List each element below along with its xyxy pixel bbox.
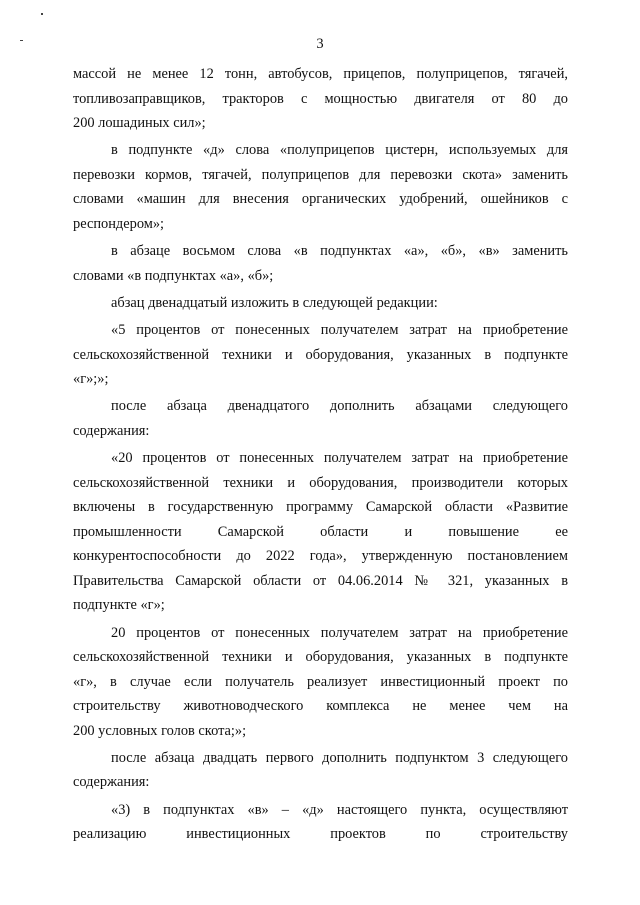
paragraph bbox=[73, 746, 568, 795]
text-line: перевозки кормов, тягачей, полуприцепов для перевозки скота» заменить bbox=[73, 166, 568, 183]
paragraph bbox=[73, 394, 568, 443]
paragraph bbox=[73, 798, 568, 847]
text-line: подпункте «г»; bbox=[73, 597, 165, 614]
paragraph bbox=[73, 138, 568, 236]
text-line: содержания: bbox=[73, 422, 150, 439]
text-line: 200 условных голов скота;»; bbox=[73, 722, 247, 739]
scan-mark bbox=[41, 13, 43, 15]
text-line: словами «машин для внесения органических удобрений, ошейников с bbox=[73, 191, 568, 208]
text-line: промышленности Самарской области и повышение ее bbox=[73, 523, 568, 540]
text-line: словами «в подпунктах «а», «б»; bbox=[73, 267, 274, 284]
text-line: респондером»; bbox=[73, 215, 165, 232]
paragraph bbox=[73, 291, 568, 316]
text-line: сельскохозяйственной техники и оборудования, указанных в подпункте bbox=[73, 649, 568, 666]
page-number: 3 bbox=[316, 36, 324, 52]
text-line: «5 процентов от понесенных получателем затрат на приобретение bbox=[111, 322, 568, 339]
text-line: содержания: bbox=[73, 774, 150, 791]
text-line: после абзаца двадцать первого дополнить подпунктом 3 следующего bbox=[111, 749, 568, 766]
document-body bbox=[73, 62, 568, 849]
text-line: 20 процентов от понесенных получателем затрат на приобретение bbox=[111, 624, 568, 641]
text-line: сельскохозяйственной техники и оборудования, производители которых bbox=[73, 474, 568, 491]
text-line: в подпункте «д» слова «полуприцепов цистерн, используемых для bbox=[111, 142, 568, 159]
text-line: «г», в случае если получатель реализует инвестиционный проект по bbox=[73, 673, 568, 690]
paragraph bbox=[73, 446, 568, 618]
paragraph bbox=[73, 239, 568, 288]
text-line: топливозаправщиков, тракторов с мощностью двигателя от 80 до bbox=[73, 90, 568, 107]
text-line: после абзаца двенадцатого дополнить абзацами следующего bbox=[111, 398, 568, 415]
text-line: «3) в подпунктах «в» – «д» настоящего пункта, осуществляют bbox=[111, 801, 568, 818]
text-line: реализацию инвестиционных проектов по строительству bbox=[73, 826, 568, 843]
paragraph bbox=[73, 62, 568, 136]
text-line: включены в государственную программу Самарской области «Развитие bbox=[73, 499, 568, 516]
text-line: 200 лошадиных сил»; bbox=[73, 115, 206, 131]
text-line: Правительства Самарской области от 04.06.2014 № 321, указанных в bbox=[73, 572, 568, 589]
text-line: массой не менее 12 тонн, автобусов, прицепов, полуприцепов, тягачей, bbox=[73, 66, 568, 82]
paragraph bbox=[73, 621, 568, 744]
text-line: «20 процентов от понесенных получателем затрат на приобретение bbox=[111, 450, 568, 467]
paragraph bbox=[73, 318, 568, 392]
text-line: в абзаце восьмом слова «в подпунктах «а», «б», «в» заменить bbox=[111, 243, 568, 260]
text-line: сельскохозяйственной техники и оборудования, указанных в подпункте bbox=[73, 346, 568, 363]
text-line: «г»;»; bbox=[73, 371, 109, 388]
text-line: строительству животноводческого комплекса не менее чем на bbox=[73, 698, 568, 715]
text-line: конкурентоспособности до 2022 года», утвержденную постановлением bbox=[73, 548, 568, 565]
text-line: абзац двенадцатый изложить в следующей редакции: bbox=[111, 294, 438, 311]
